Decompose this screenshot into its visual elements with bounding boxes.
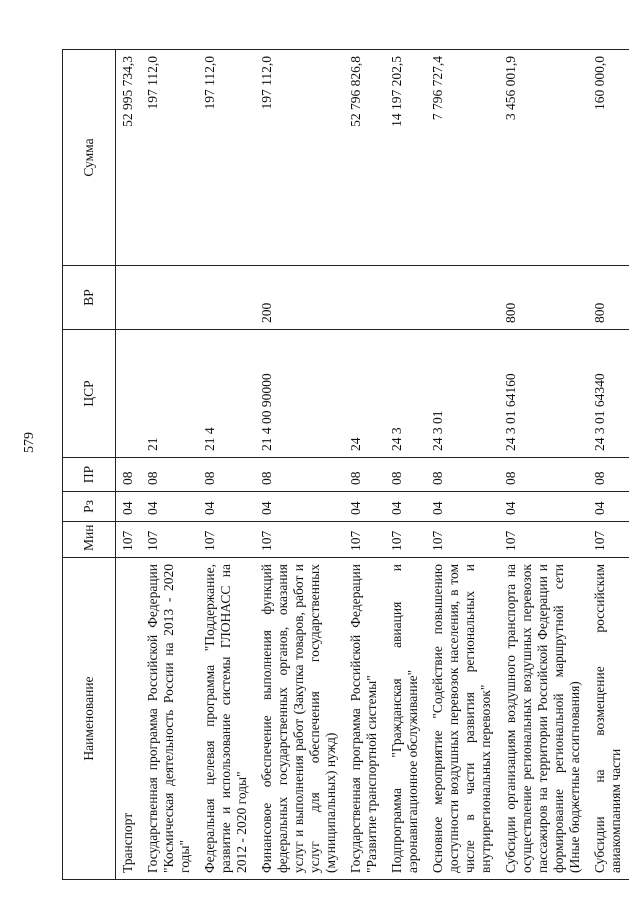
cell-name: Государственная программа Российской Федерации "Космическая деятельность России на 2013 - 2020 годы" — [141, 558, 198, 880]
cell-pr: 08 — [588, 458, 629, 492]
table-row — [426, 50, 499, 880]
cell-csr: 21 4 00 90000 — [255, 330, 344, 458]
cell-pr: 08 — [499, 458, 588, 492]
cell-csr: 24 3 01 64340 — [588, 330, 629, 458]
cell-min: 107 — [255, 522, 344, 558]
header-pr: ПР — [63, 458, 116, 492]
cell-sum: 160 000,0 — [588, 50, 629, 266]
cell-vr — [426, 266, 499, 330]
cell-name: Субсидии на возмещение российским авиакомпаниям части — [588, 558, 629, 880]
cell-rz: 04 — [141, 492, 198, 522]
table-row — [255, 50, 344, 880]
table-row — [344, 50, 385, 880]
cell-min: 107 — [588, 522, 629, 558]
cell-vr — [141, 266, 198, 330]
cell-min: 107 — [198, 522, 255, 558]
cell-rz: 04 — [588, 492, 629, 522]
cell-csr: 24 3 01 — [426, 330, 499, 458]
cell-name: Подпрограмма "Гражданская авиация и аэронавигационное обслуживание" — [385, 558, 426, 880]
cell-pr: 08 — [198, 458, 255, 492]
table-row — [198, 50, 255, 880]
cell-vr — [385, 266, 426, 330]
budget-table — [62, 49, 629, 880]
cell-vr: 200 — [255, 266, 344, 330]
cell-sum: 197 112,0 — [198, 50, 255, 266]
cell-name: Государственная программа Российской Федерации "Развитие транспортной системы" — [344, 558, 385, 880]
cell-csr: 24 3 01 64160 — [499, 330, 588, 458]
cell-rz: 04 — [255, 492, 344, 522]
header-min: Мин — [63, 522, 116, 558]
cell-vr — [344, 266, 385, 330]
cell-vr: 800 — [499, 266, 588, 330]
cell-sum: 52 796 826,8 — [344, 50, 385, 266]
cell-rz: 04 — [344, 492, 385, 522]
cell-pr: 08 — [344, 458, 385, 492]
cell-csr: 24 — [344, 330, 385, 458]
header-csr: ЦСР — [63, 330, 116, 458]
cell-sum: 197 112,0 — [141, 50, 198, 266]
table-header-row — [63, 50, 116, 880]
cell-vr — [198, 266, 255, 330]
table-body — [116, 50, 630, 880]
cell-sum: 197 112,0 — [255, 50, 344, 266]
table-row — [499, 50, 588, 880]
cell-min: 107 — [116, 522, 142, 558]
header-name: Наименование — [63, 558, 116, 880]
cell-pr: 08 — [426, 458, 499, 492]
cell-sum: 52 995 734,3 — [116, 50, 142, 266]
cell-pr: 08 — [385, 458, 426, 492]
table-row — [588, 50, 629, 880]
cell-min: 107 — [141, 522, 198, 558]
cell-pr: 08 — [116, 458, 142, 492]
cell-csr: 24 3 — [385, 330, 426, 458]
cell-name: Субсидии организациям воздушного транспорта на осуществление региональных воздушных перевозок пассажиров на территории Российской Федерации и формирование региональной маршрутной сети (Иные бюджетные ассигнования) — [499, 558, 588, 880]
header-rz: Рз — [63, 492, 116, 522]
table-row — [116, 50, 142, 880]
cell-min: 107 — [499, 522, 588, 558]
cell-name: Федеральная целевая программа "Поддержание, развитие и использование системы ГЛОНАСС на 2012 - 2020 годы" — [198, 558, 255, 880]
cell-min: 107 — [426, 522, 499, 558]
header-sum: Сумма — [63, 50, 116, 266]
cell-sum: 3 456 001,9 — [499, 50, 588, 266]
cell-rz: 04 — [499, 492, 588, 522]
cell-rz: 04 — [198, 492, 255, 522]
cell-name: Основное мероприятие "Содействие повышению доступности воздушных перевозок населения, в том числе в части развития региональных и внутрирегиональных перевозок" — [426, 558, 499, 880]
cell-pr: 08 — [141, 458, 198, 492]
cell-csr — [116, 330, 142, 458]
table-row — [141, 50, 198, 880]
cell-min: 107 — [344, 522, 385, 558]
cell-min: 107 — [385, 522, 426, 558]
cell-pr: 08 — [255, 458, 344, 492]
cell-csr: 21 4 — [198, 330, 255, 458]
cell-sum: 7 796 727,4 — [426, 50, 499, 266]
cell-csr: 21 — [141, 330, 198, 458]
cell-name: Финансовое обеспечение выполнения функций федеральных государственных органов, оказания услуг и выполнения работ (Закупка товаров, работ и услуг для обеспечения государственных (муниципальных) нужд) — [255, 558, 344, 880]
cell-vr: 800 — [588, 266, 629, 330]
page-number: 579 — [22, 432, 37, 453]
cell-rz: 04 — [385, 492, 426, 522]
header-vr: ВР — [63, 266, 116, 330]
cell-name: Транспорт — [116, 558, 142, 880]
cell-rz: 04 — [426, 492, 499, 522]
cell-rz: 04 — [116, 492, 142, 522]
cell-vr — [116, 266, 142, 330]
cell-sum: 14 197 202,5 — [385, 50, 426, 266]
table-row — [385, 50, 426, 880]
rotated-page — [10, 22, 623, 880]
